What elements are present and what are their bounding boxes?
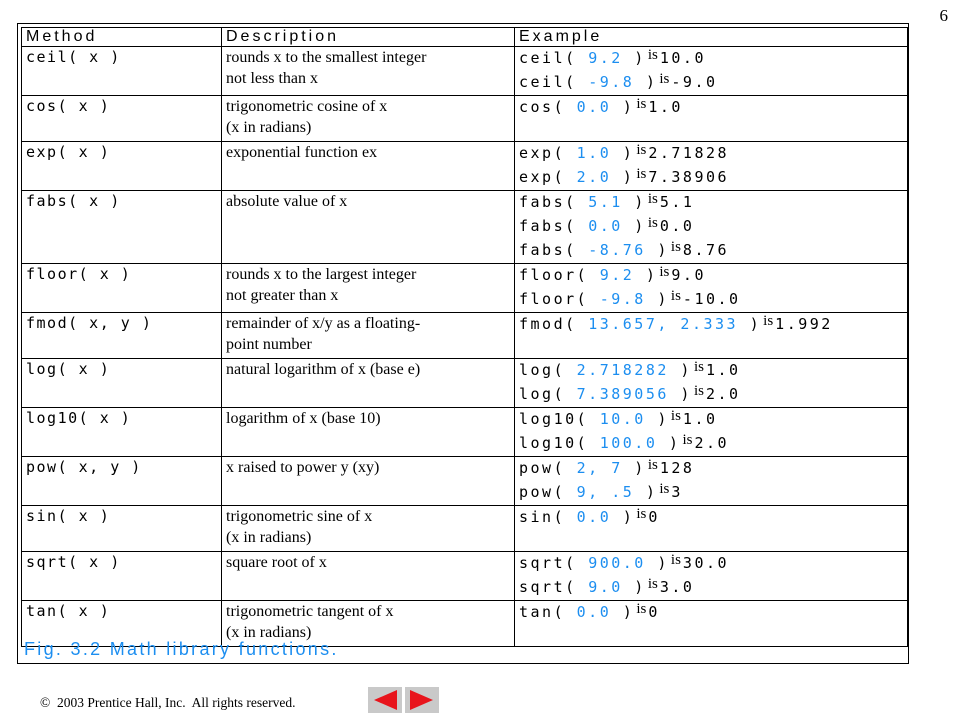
description-line: square root of x [226, 554, 327, 571]
table-body [22, 47, 908, 647]
table-row [22, 264, 908, 313]
is-word: is [647, 215, 658, 231]
example-result: 10.0 [659, 49, 706, 67]
example-code: pow( [519, 483, 577, 501]
table-row [22, 506, 908, 552]
description-line: logarithm of x (base 10) [226, 410, 381, 427]
example-line [519, 239, 907, 263]
example-code: sin( [519, 508, 577, 526]
example-result: 1.0 [705, 361, 741, 379]
example-argument: 0.0 [588, 217, 623, 235]
example-code: ) [611, 508, 635, 526]
description-cell [222, 359, 515, 408]
is-word: is [670, 408, 681, 424]
example-argument: 9, .5 [576, 483, 635, 501]
method-cell: floor( x ) [22, 264, 222, 313]
description-line: trigonometric cosine of x [226, 98, 388, 115]
example-code: ) [738, 315, 762, 333]
description-line: trigonometric tangent of x [226, 603, 394, 620]
is-word: is [693, 383, 704, 399]
example-line [519, 288, 907, 312]
example-code: log( [519, 361, 577, 379]
example-argument: 9.0 [588, 578, 623, 596]
example-result: 1.0 [682, 410, 718, 428]
table-row [22, 96, 908, 142]
example-code: ) [611, 98, 635, 116]
example-result: 9.0 [671, 266, 706, 284]
previous-slide-button[interactable] [368, 687, 402, 713]
example-code: sqrt( [519, 554, 589, 572]
example-argument: -8.76 [588, 241, 646, 259]
example-code: log( [519, 385, 577, 403]
example-line [519, 47, 907, 71]
example-argument: 2.718282 [576, 361, 669, 379]
example-code: ) [611, 603, 635, 621]
description-cell [222, 96, 515, 142]
is-word: is [670, 239, 681, 255]
example-code: fabs( [519, 217, 589, 235]
example-cell [515, 191, 908, 264]
header-method: Method [22, 28, 222, 47]
example-code: log10( [519, 434, 600, 452]
table-row [22, 457, 908, 506]
example-code: ) [622, 49, 646, 67]
is-word: is [647, 47, 658, 63]
description-line: natural logarithm of x (base e) [226, 361, 421, 378]
example-code: ) [622, 217, 646, 235]
example-code: ) [645, 290, 669, 308]
method-cell: fmod( x, y ) [22, 313, 222, 359]
example-line [519, 359, 907, 383]
example-line [519, 166, 907, 190]
example-cell [515, 408, 908, 457]
table-row [22, 47, 908, 96]
method-cell: ceil( x ) [22, 47, 222, 96]
example-argument: -9.8 [588, 73, 635, 91]
description-cell [222, 313, 515, 359]
description-cell [222, 552, 515, 601]
example-line [519, 215, 907, 239]
example-result: -9.0 [671, 73, 718, 91]
method-cell: fabs( x ) [22, 191, 222, 264]
example-cell [515, 264, 908, 313]
example-cell [515, 457, 908, 506]
left-arrow-icon [368, 687, 402, 713]
table-row [22, 552, 908, 601]
is-word: is [659, 71, 670, 87]
example-code: log10( [519, 410, 600, 428]
method-cell: cos( x ) [22, 96, 222, 142]
example-result: 2.71828 [648, 144, 730, 162]
description-line: (x in radians) [226, 119, 312, 136]
description-line: (x in radians) [226, 529, 312, 546]
example-result: 5.1 [659, 193, 695, 211]
is-word: is [659, 481, 670, 497]
example-code: pow( [519, 459, 577, 477]
example-code: ) [634, 483, 658, 501]
example-code: exp( [519, 144, 577, 162]
example-line [519, 313, 907, 337]
is-word: is [636, 142, 647, 158]
example-line [519, 576, 907, 600]
example-cell [515, 359, 908, 408]
example-cell [515, 313, 908, 359]
math-functions-table [21, 27, 908, 647]
method-cell: log( x ) [22, 359, 222, 408]
example-code: fabs( [519, 193, 589, 211]
example-line [519, 264, 907, 288]
is-word: is [659, 264, 670, 280]
is-word: is [647, 457, 658, 473]
example-result: 3 [671, 483, 683, 501]
description-line: remainder of x/y as a floating- [226, 315, 421, 332]
description-line: trigonometric sine of x [226, 508, 373, 525]
example-cell [515, 506, 908, 552]
is-word: is [670, 288, 681, 304]
description-cell [222, 191, 515, 264]
example-line [519, 191, 907, 215]
example-result: 1.992 [775, 315, 833, 333]
example-code: exp( [519, 168, 577, 186]
example-line [519, 408, 907, 432]
example-result: 0 [648, 508, 660, 526]
example-argument: 9.2 [588, 49, 623, 67]
example-argument: 10.0 [599, 410, 646, 428]
example-argument: 0.0 [576, 603, 612, 621]
method-cell: tan( x ) [22, 601, 222, 647]
description-line: rounds x to the smallest integer [226, 49, 427, 66]
description-cell [222, 457, 515, 506]
is-word: is [670, 552, 681, 568]
is-word: is [636, 601, 647, 617]
header-example: Example [515, 28, 908, 47]
example-argument: 13.657, 2.333 [588, 315, 739, 333]
example-code: tan( [519, 603, 577, 621]
example-result: -10.0 [682, 290, 741, 308]
example-line [519, 71, 907, 95]
example-line [519, 552, 907, 576]
is-word: is [682, 432, 693, 448]
example-code: cos( [519, 98, 577, 116]
page-number: 6 [939, 6, 948, 25]
example-code: ) [645, 554, 669, 572]
description-cell [222, 408, 515, 457]
right-arrow-icon [405, 687, 439, 713]
example-result: 0 [648, 603, 660, 621]
method-cell: pow( x, y ) [22, 457, 222, 506]
example-argument: 2.0 [576, 168, 612, 186]
example-code: ) [645, 241, 669, 259]
copyright-footer: © 2003 Prentice Hall, Inc. All rights reserved. [40, 695, 296, 710]
description-line: x raised to power y (xy) [226, 459, 380, 476]
example-result: 128 [659, 459, 695, 477]
figure-caption: Fig. 3.2 Math library functions. [24, 639, 339, 659]
example-code: ) [657, 434, 681, 452]
example-line [519, 481, 907, 505]
is-word: is [647, 576, 658, 592]
example-code: ) [622, 193, 646, 211]
example-argument: 900.0 [588, 554, 646, 572]
example-result: 3.0 [659, 578, 695, 596]
example-result: 7.38906 [648, 168, 730, 186]
method-cell: exp( x ) [22, 142, 222, 191]
example-argument: 100.0 [599, 434, 658, 452]
description-line: absolute value of x [226, 193, 348, 210]
description-cell [222, 506, 515, 552]
example-argument: -9.8 [599, 290, 646, 308]
example-code: ) [611, 168, 635, 186]
description-line: exponential function ex [226, 144, 378, 161]
description-line: (x in radians) [226, 624, 312, 641]
table-row [22, 313, 908, 359]
example-argument: 2, 7 [576, 459, 623, 477]
example-argument: 9.2 [599, 266, 635, 284]
example-code: ) [622, 459, 646, 477]
table-row [22, 191, 908, 264]
example-code: ceil( [519, 49, 589, 67]
example-result: 30.0 [682, 554, 730, 572]
example-argument: 0.0 [576, 98, 612, 116]
example-code: ) [668, 385, 692, 403]
table-row [22, 142, 908, 191]
example-cell [515, 96, 908, 142]
example-cell [515, 142, 908, 191]
example-result: 0.0 [659, 217, 695, 235]
example-code: fmod( [519, 315, 589, 333]
example-result: 2.0 [705, 385, 741, 403]
example-code: ) [634, 73, 658, 91]
example-cell [515, 47, 908, 96]
is-word: is [636, 506, 647, 522]
is-word: is [636, 166, 647, 182]
example-argument: 1.0 [576, 144, 612, 162]
example-line [519, 432, 907, 456]
description-line: not greater than x [226, 287, 339, 304]
example-line [519, 383, 907, 407]
is-word: is [763, 313, 774, 329]
example-cell [515, 552, 908, 601]
description-cell [222, 264, 515, 313]
is-word: is [647, 191, 658, 207]
is-word: is [693, 359, 704, 375]
method-cell: sqrt( x ) [22, 552, 222, 601]
example-code: floor( [519, 290, 600, 308]
example-line [519, 142, 907, 166]
table-frame [17, 23, 909, 664]
method-cell: log10( x ) [22, 408, 222, 457]
header-row [22, 28, 908, 47]
example-code: ) [645, 410, 669, 428]
example-cell [515, 601, 908, 647]
example-code: fabs( [519, 241, 589, 259]
example-code: ceil( [519, 73, 589, 91]
header-description: Description [222, 28, 515, 47]
method-cell: sin( x ) [22, 506, 222, 552]
example-line [519, 96, 907, 120]
example-line [519, 506, 907, 530]
example-code: sqrt( [519, 578, 589, 596]
example-line [519, 457, 907, 481]
description-line: rounds x to the largest integer [226, 266, 417, 283]
table-row [22, 408, 908, 457]
example-result: 8.76 [682, 241, 730, 259]
example-code: ) [611, 144, 635, 162]
table-row [22, 359, 908, 408]
example-argument: 0.0 [576, 508, 612, 526]
description-cell [222, 142, 515, 191]
next-slide-button[interactable] [405, 687, 439, 713]
description-line: not less than x [226, 70, 318, 87]
example-result: 1.0 [648, 98, 683, 116]
example-line [519, 601, 907, 625]
example-code: ) [634, 266, 658, 284]
example-code: floor( [519, 266, 600, 284]
example-argument: 7.389056 [576, 385, 669, 403]
example-code: ) [622, 578, 646, 596]
description-cell [222, 47, 515, 96]
example-result: 2.0 [694, 434, 730, 452]
description-line: point number [226, 336, 312, 353]
example-argument: 5.1 [588, 193, 623, 211]
example-code: ) [668, 361, 692, 379]
is-word: is [636, 96, 647, 112]
